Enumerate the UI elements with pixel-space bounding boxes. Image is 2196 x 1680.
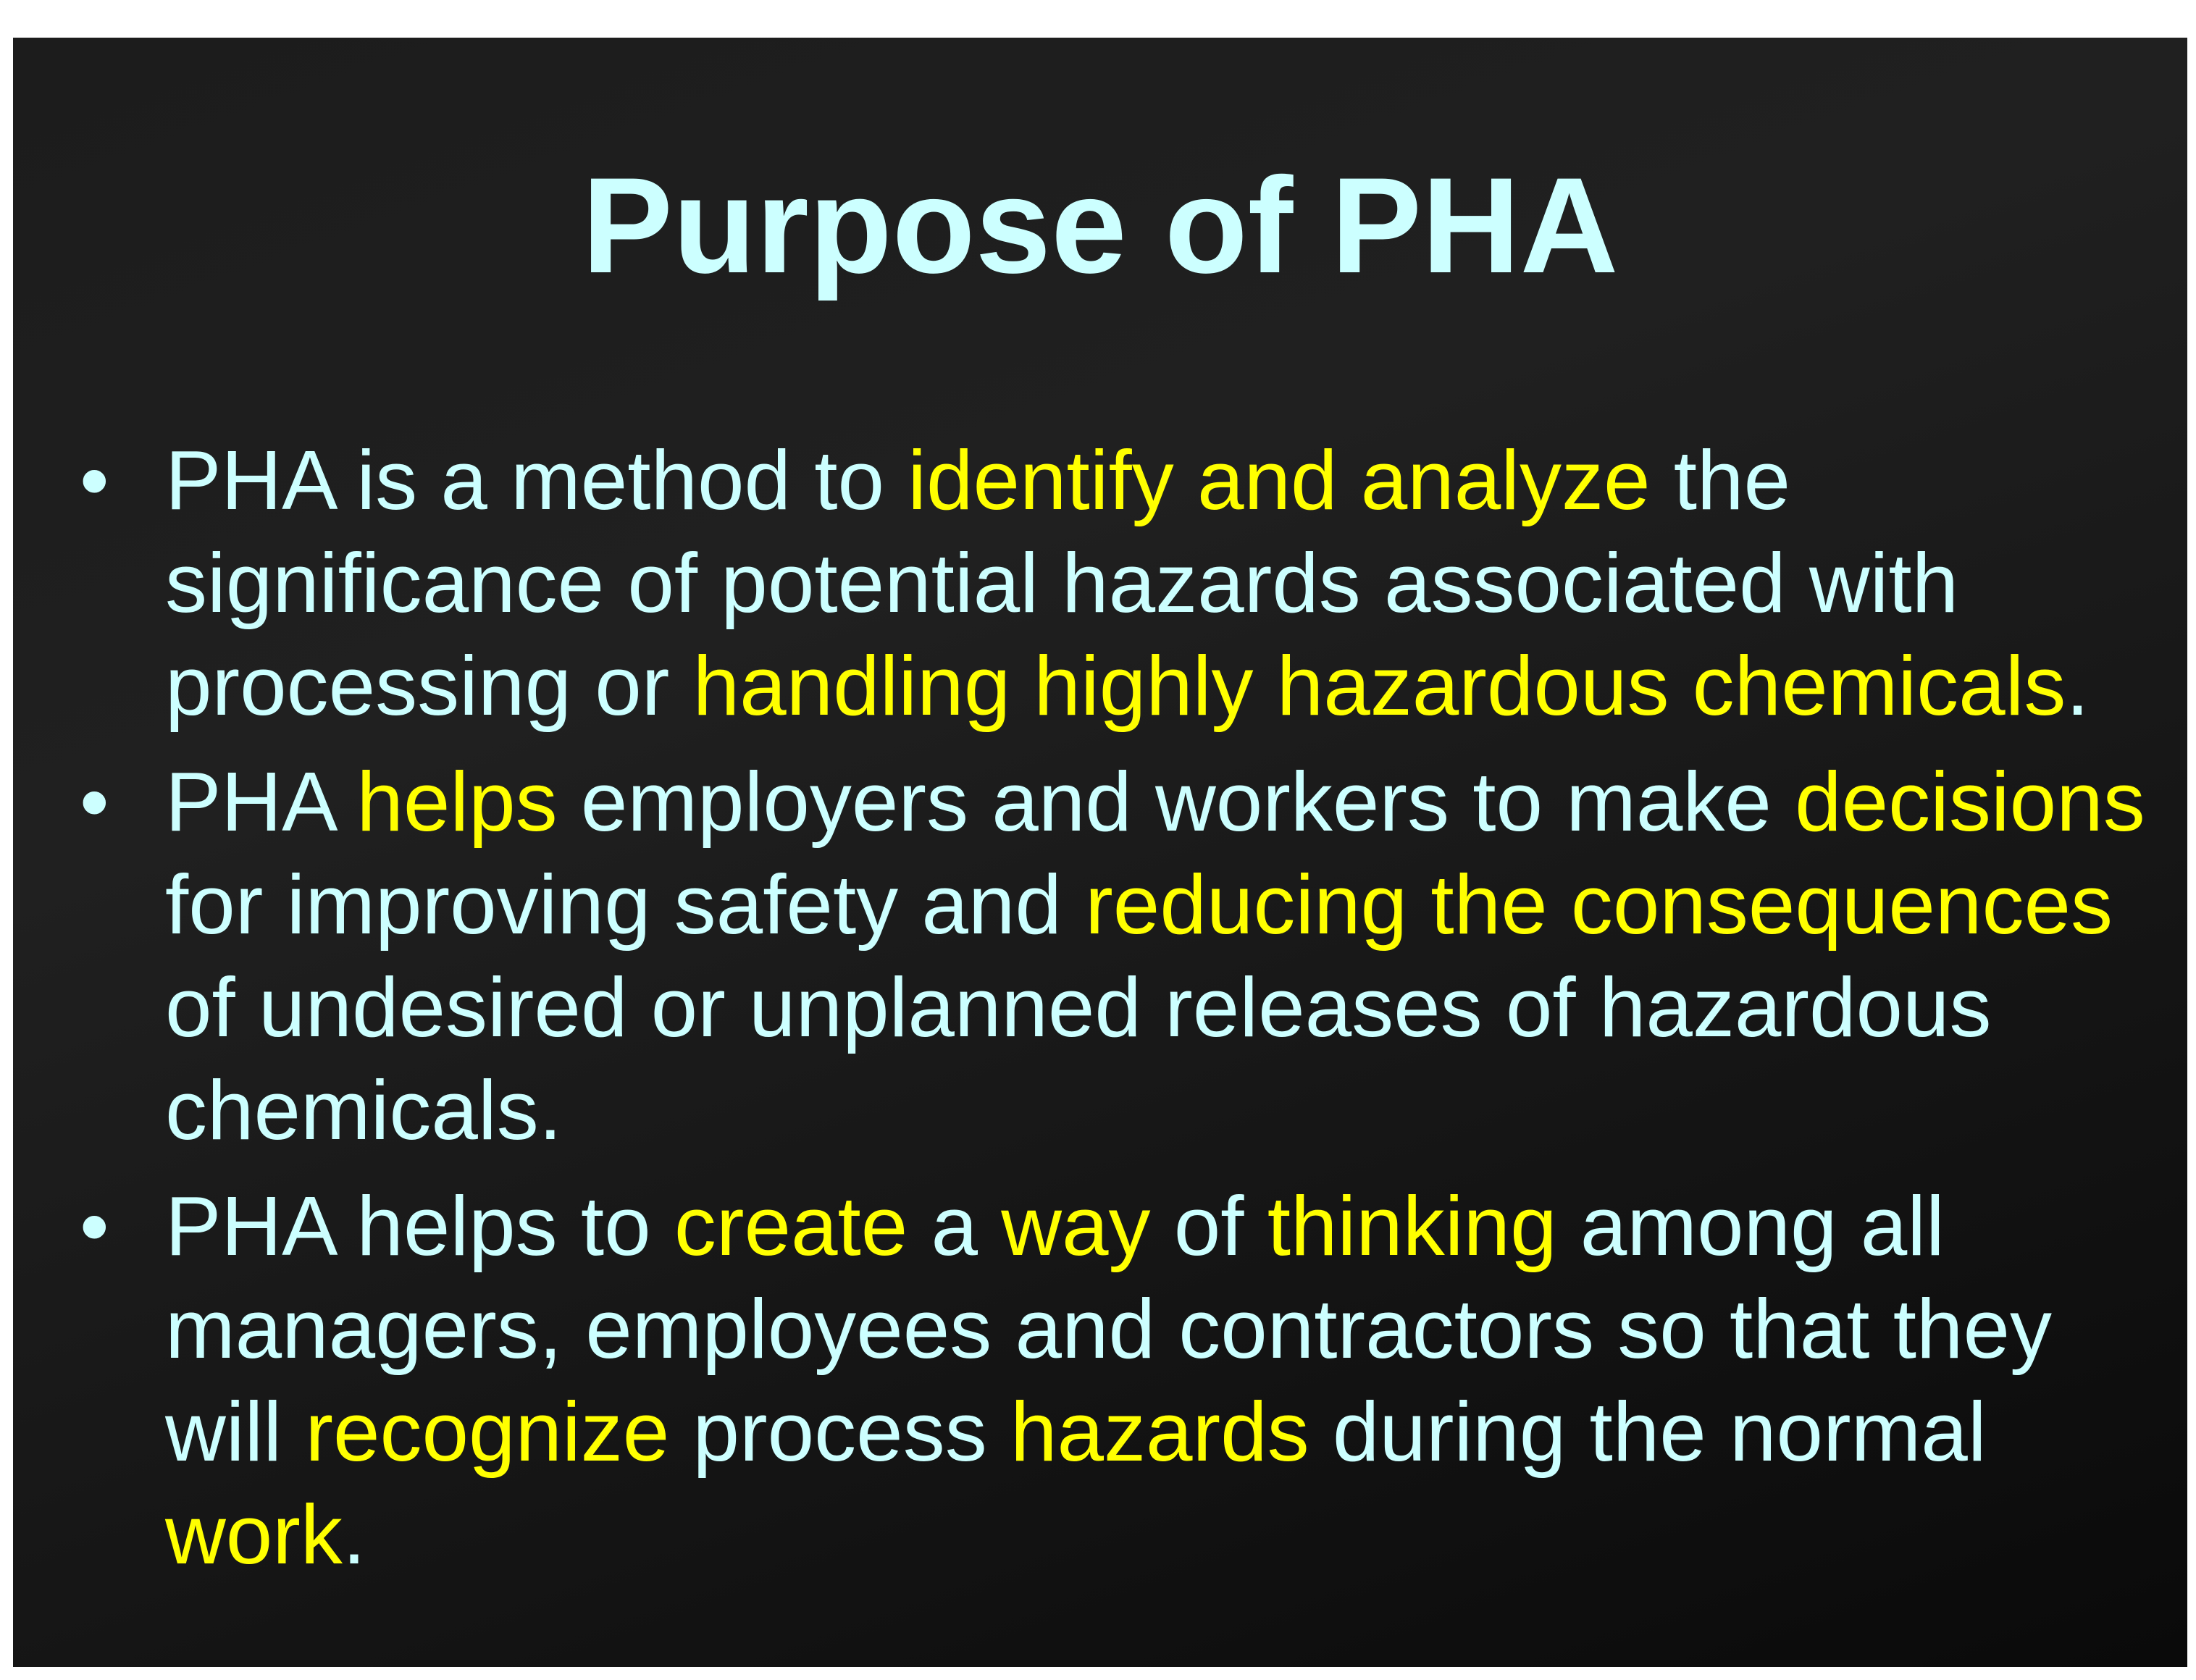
- bullet-list: [80, 429, 2166, 1599]
- bullet-text: PHA helps to: [165, 1179, 674, 1273]
- highlight-text: identify and analyze: [908, 433, 1651, 527]
- bullet-item: [80, 1175, 2166, 1586]
- bullet-text: .: [2066, 639, 2090, 733]
- bullet-text: during the normal: [1309, 1385, 1987, 1479]
- highlight-text: helps: [356, 755, 558, 849]
- slide: [13, 38, 2187, 1667]
- bullet-icon: •: [80, 1179, 109, 1273]
- bullet-item: [80, 429, 2166, 737]
- highlight-text: way: [1001, 1179, 1151, 1273]
- highlight-text: create: [674, 1179, 908, 1273]
- bullet-item: [80, 750, 2166, 1162]
- highlight-text: hazards: [1010, 1385, 1309, 1479]
- bullet-text: among all managers, employees and contractors so that they will: [165, 1179, 2052, 1479]
- highlight-text: recognize: [305, 1385, 670, 1479]
- bullet-text: .: [342, 1487, 366, 1582]
- bullet-text: for improving safety and: [165, 857, 1086, 952]
- bullet-text: process: [669, 1385, 1010, 1479]
- bullet-text: of undesired or unplanned releases of hazardous chemicals.: [165, 960, 1992, 1157]
- bullet-icon: •: [80, 755, 109, 849]
- highlight-text: handling highly hazardous chemicals: [692, 639, 2066, 733]
- bullet-text: PHA: [165, 755, 357, 849]
- highlight-text: reducing the consequences: [1085, 857, 2113, 952]
- highlight-text: thinking: [1267, 1179, 1557, 1273]
- highlight-text: decisions: [1795, 755, 2145, 849]
- bullet-text: the significance of potential hazards associated with processing or: [165, 433, 1959, 733]
- bullet-icon: •: [80, 433, 109, 527]
- bullet-text: PHA is a method to: [165, 433, 908, 527]
- bullet-text: a: [908, 1179, 1002, 1273]
- slide-title: Purpose of PHA: [582, 149, 1619, 301]
- highlight-text: work: [165, 1487, 343, 1582]
- bullet-text: employers and workers to make: [557, 755, 1795, 849]
- bullet-text: of: [1150, 1179, 1267, 1273]
